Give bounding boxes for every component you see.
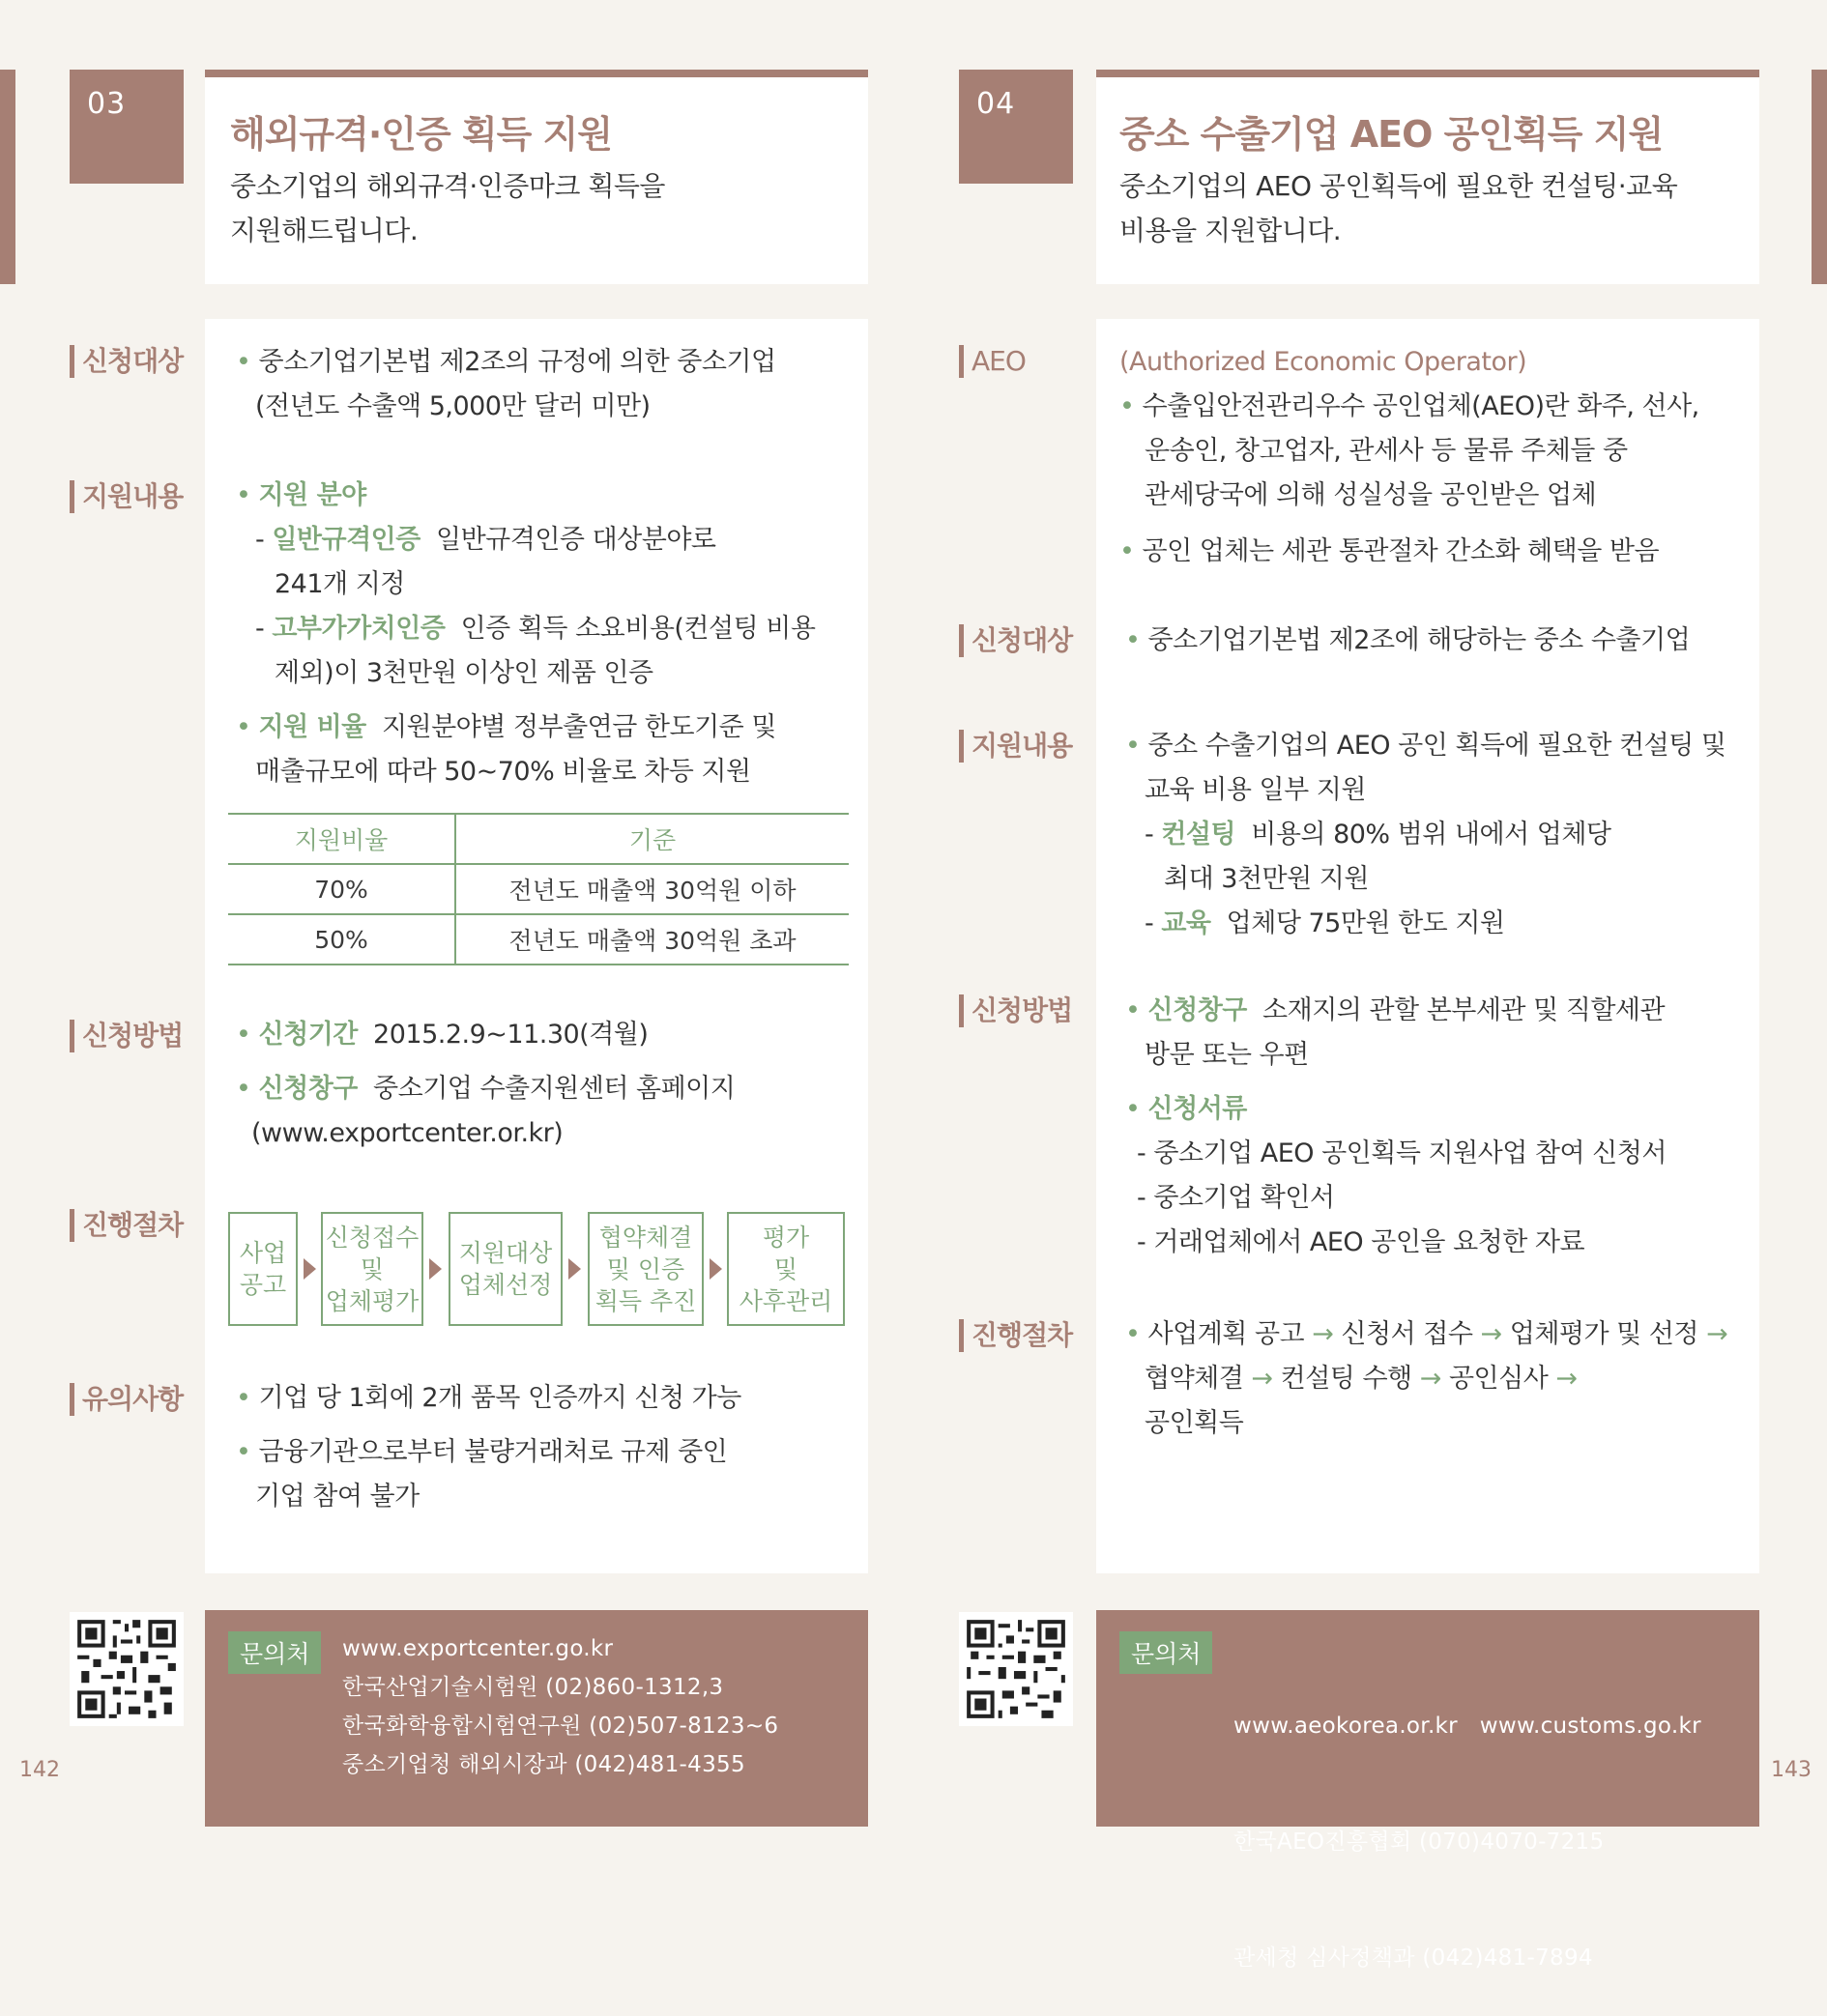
bullet: • bbox=[1125, 731, 1141, 761]
qr-code bbox=[70, 1612, 184, 1726]
notice-line: 기업 당 1회에 2개 품목 인증까지 신청 가능 bbox=[258, 1383, 741, 1413]
contact-line[interactable]: www.aeokorea.or.kr www.customs.go.kr bbox=[1233, 1714, 1701, 1739]
content-text: • 지원 분야 - 일반규격인증 일반규격인증 대상분야로 241개 지정 - 고부가가치인증 인증 획득 소요비용(컨설팅 비용 제외)이 3천만원 이상인 제품 인증 • 지원 비율 지원분야별 정부출연금 한도기준 및 매출규모에 따라 50~70% 비율로 차등 지원 bbox=[236, 474, 815, 794]
bullet: • bbox=[236, 1074, 251, 1104]
doc-item: 거래업체에서 AEO 공인을 요청한 자료 bbox=[1153, 1227, 1585, 1257]
target-text bbox=[236, 340, 776, 429]
contact-line: 한국산업기술시험원 (02)860-1312,3 bbox=[342, 1675, 724, 1700]
window-text: 소재지의 관할 본부세관 및 직할세관 bbox=[1262, 995, 1666, 1025]
arrow-right-icon: → bbox=[1251, 1364, 1273, 1394]
header-top-bar bbox=[205, 70, 868, 77]
table-row bbox=[228, 864, 849, 914]
page-number: 142 bbox=[19, 1758, 60, 1782]
content-text: • 중소 수출기업의 AEO 공인 획득에 필요한 컨설팅 및 교육 비용 일부 지원 - 컨설팅 비용의 80% 범위 내에서 업체당 최대 3천만원 지원 - 교육 업체당 75만원 한도 지원 bbox=[1125, 731, 1726, 938]
contact-line: 관세청 심사정책과 (042)481-7894 bbox=[1233, 1945, 1593, 1971]
table-cell: 전년도 매출액 30억원 초과 bbox=[455, 914, 849, 965]
arrow-right-icon bbox=[304, 1258, 316, 1280]
method-text: • 신청창구 소재지의 관할 본부세관 및 직할세관 방문 또는 우편 • 신청서류 - 중소기업 AEO 공인획득 지원사업 참여 신청서 - 중소기업 확인서 - 거래업체에서 AEO 공인을 요청한 자료 bbox=[1125, 995, 1667, 1257]
contact-list bbox=[1233, 1629, 1701, 2016]
label-notice: 유의사항 bbox=[70, 1383, 183, 1416]
label-content: 지원내용 bbox=[959, 730, 1072, 763]
page-title: 중소 수출기업 AEO 공인획득 지원 bbox=[1119, 113, 1664, 156]
general-key: 일반규격인증 bbox=[272, 525, 420, 555]
process-step: 지원대상 업체선정 bbox=[449, 1212, 563, 1326]
arrow-right-icon bbox=[568, 1258, 581, 1280]
target-line: 중소기업기본법 제2조에 해당하는 중소 수출기업 bbox=[1147, 625, 1691, 655]
bullet: • bbox=[1119, 391, 1135, 421]
content-line: 중소 수출기업의 AEO 공인 획득에 필요한 컨설팅 및 bbox=[1147, 731, 1726, 761]
process-step: 공인심사 bbox=[1448, 1364, 1549, 1394]
window-key: 신청창구 bbox=[258, 1074, 358, 1104]
bullet: • bbox=[1125, 1094, 1141, 1124]
aeo-full-name: (Authorized Economic Operator) bbox=[1119, 347, 1527, 377]
contact-line: 한국AEO진흥협회 (070)4070-7215 bbox=[1233, 1829, 1605, 1855]
label-process: 진행절차 bbox=[70, 1209, 183, 1242]
process-step: 공인획득 bbox=[1145, 1408, 1244, 1438]
section-number: 04 bbox=[976, 87, 1016, 121]
label-method: 신청방법 bbox=[70, 1020, 183, 1052]
contact-line: 한국화학융합시험연구원 (02)507-8123~6 bbox=[342, 1714, 779, 1739]
bullet: • bbox=[1125, 625, 1141, 655]
aeo-line: 공인 업체는 세관 통관절차 간소화 혜택을 받음 bbox=[1142, 536, 1660, 566]
edu-text: 업체당 75만원 한도 지원 bbox=[1226, 908, 1505, 938]
high-text: 제외)이 3천만원 이상인 제품 인증 bbox=[275, 658, 653, 688]
subtitle-line: 중소기업의 AEO 공인획득에 필요한 컨설팅·교육 bbox=[1119, 170, 1678, 202]
table-cell: 전년도 매출액 30억원 이하 bbox=[455, 864, 849, 914]
label-content: 지원내용 bbox=[70, 480, 183, 513]
field-title: 지원 분야 bbox=[258, 480, 366, 510]
subtitle-line: 지원해드립니다. bbox=[230, 215, 419, 246]
method-text bbox=[236, 1013, 735, 1156]
doc-item: 중소기업 확인서 bbox=[1153, 1183, 1335, 1213]
section-number-box bbox=[70, 70, 184, 184]
high-key: 고부가가치인증 bbox=[272, 614, 446, 644]
ratio-key: 지원 비율 bbox=[258, 712, 366, 742]
qr-code bbox=[959, 1612, 1073, 1726]
aeo-text bbox=[1119, 340, 1699, 574]
arrow-right-icon: → bbox=[1555, 1364, 1578, 1394]
high-text: 인증 획득 소요비용(컨설팅 비용 bbox=[460, 614, 816, 644]
doc-item: 중소기업 AEO 공인획득 지원사업 참여 신청서 bbox=[1153, 1138, 1667, 1168]
process-step: 컨설팅 수행 bbox=[1280, 1364, 1412, 1394]
window-text: 방문 또는 우편 bbox=[1145, 1040, 1309, 1070]
ratio-text: 매출규모에 따라 50~70% 비율로 차등 지원 bbox=[255, 757, 751, 787]
period-key: 신청기간 bbox=[258, 1020, 358, 1050]
window-url: (www.exportcenter.or.kr) bbox=[251, 1118, 564, 1148]
process-step: 신청접수 및 업체평가 bbox=[321, 1212, 423, 1326]
label-method: 신청방법 bbox=[959, 994, 1072, 1027]
left-edge-bar bbox=[0, 70, 15, 284]
period-text: 2015.2.9~11.30(격월) bbox=[373, 1020, 649, 1050]
aeo-line: 운송인, 창고업자, 관세사 등 물류 주체들 중 bbox=[1145, 436, 1628, 466]
table-header: 기준 bbox=[455, 814, 849, 864]
bullet: • bbox=[236, 347, 251, 377]
bullet: • bbox=[236, 712, 251, 742]
contact-list bbox=[342, 1629, 778, 1784]
section-number-box bbox=[959, 70, 1073, 184]
table-cell: 70% bbox=[228, 864, 455, 914]
process-step: 사업계획 공고 bbox=[1147, 1319, 1305, 1349]
target-line: 중소기업기본법 제2조의 규정에 의한 중소기업 bbox=[258, 347, 776, 377]
label-aeo: AEO bbox=[959, 345, 1026, 378]
notice-line: 기업 참여 불가 bbox=[255, 1482, 420, 1512]
consult-text: 최대 3천만원 지원 bbox=[1164, 864, 1369, 894]
target-text bbox=[1125, 619, 1690, 663]
label-process: 진행절차 bbox=[959, 1319, 1072, 1352]
bullet: • bbox=[236, 1437, 251, 1467]
window-text: 중소기업 수출지원센터 홈페이지 bbox=[373, 1074, 736, 1104]
label-target: 신청대상 bbox=[959, 624, 1072, 657]
section-number: 03 bbox=[87, 87, 127, 121]
ratio-table bbox=[228, 813, 849, 965]
window-key: 신청창구 bbox=[1147, 995, 1247, 1025]
contact-line[interactable]: www.exportcenter.go.kr bbox=[342, 1636, 614, 1661]
arrow-right-icon: → bbox=[1480, 1319, 1502, 1349]
arrow-right-icon: → bbox=[1419, 1364, 1441, 1394]
bullet: • bbox=[1125, 1319, 1141, 1349]
bullet: • bbox=[1125, 995, 1141, 1025]
arrow-right-icon bbox=[429, 1258, 442, 1280]
bullet: • bbox=[236, 1383, 251, 1413]
process-text bbox=[1125, 1312, 1727, 1446]
docs-key: 신청서류 bbox=[1147, 1094, 1247, 1124]
notice-line: 금융기관으로부터 불량거래처로 규제 중인 bbox=[258, 1437, 728, 1467]
bullet: • bbox=[236, 480, 251, 510]
table-row bbox=[228, 914, 849, 965]
notice-text bbox=[236, 1376, 741, 1519]
consult-key: 컨설팅 bbox=[1161, 820, 1236, 850]
aeo-line: 수출입안전관리우수 공인업체(AEO)란 화주, 선사, bbox=[1142, 391, 1699, 421]
target-line: (전년도 수출액 5,000만 달러 미만) bbox=[255, 391, 651, 421]
page-subtitle bbox=[230, 164, 665, 253]
table-header: 지원비율 bbox=[228, 814, 455, 864]
subtitle-line: 중소기업의 해외규격·인증마크 획득을 bbox=[230, 170, 665, 202]
general-text: 241개 지정 bbox=[275, 569, 405, 599]
process-step: 협약체결 및 인증 획득 추진 bbox=[588, 1212, 704, 1326]
process-step: 신청서 접수 bbox=[1341, 1319, 1473, 1349]
page-subtitle bbox=[1119, 164, 1677, 253]
table-header-row bbox=[228, 814, 849, 864]
page-title: 해외규격·인증 획득 지원 bbox=[230, 113, 612, 156]
content-line: 교육 비용 일부 지원 bbox=[1145, 775, 1366, 805]
arrow-right-icon bbox=[710, 1258, 722, 1280]
ratio-text: 지원분야별 정부출연금 한도기준 및 bbox=[381, 712, 776, 742]
bullet: • bbox=[236, 1020, 251, 1050]
subtitle-line: 비용을 지원합니다. bbox=[1119, 215, 1342, 246]
arrow-right-icon: → bbox=[1312, 1319, 1334, 1349]
contact-tag: 문의처 bbox=[1119, 1631, 1212, 1674]
right-edge-bar bbox=[1812, 70, 1827, 284]
page-number: 143 bbox=[1771, 1758, 1812, 1782]
contact-line: 중소기업청 해외시장과 (042)481-4355 bbox=[342, 1752, 745, 1777]
process-step: 업체평가 및 선정 bbox=[1509, 1319, 1698, 1349]
process-step: 평가 및 사후관리 bbox=[727, 1212, 845, 1326]
process-step: 협약체결 bbox=[1145, 1364, 1244, 1394]
arrow-right-icon: → bbox=[1706, 1319, 1728, 1349]
header-top-bar bbox=[1096, 70, 1759, 77]
label-target: 신청대상 bbox=[70, 345, 183, 378]
aeo-line: 관세당국에 의해 성실성을 공인받은 업체 bbox=[1145, 480, 1597, 510]
process-step: 사업 공고 bbox=[228, 1212, 298, 1326]
bullet: • bbox=[1119, 536, 1135, 566]
table-cell: 50% bbox=[228, 914, 455, 965]
general-text: 일반규격인증 대상분야로 bbox=[436, 525, 716, 555]
consult-text: 비용의 80% 범위 내에서 업체당 bbox=[1251, 820, 1611, 850]
contact-tag: 문의처 bbox=[228, 1631, 321, 1674]
edu-key: 교육 bbox=[1161, 908, 1211, 938]
